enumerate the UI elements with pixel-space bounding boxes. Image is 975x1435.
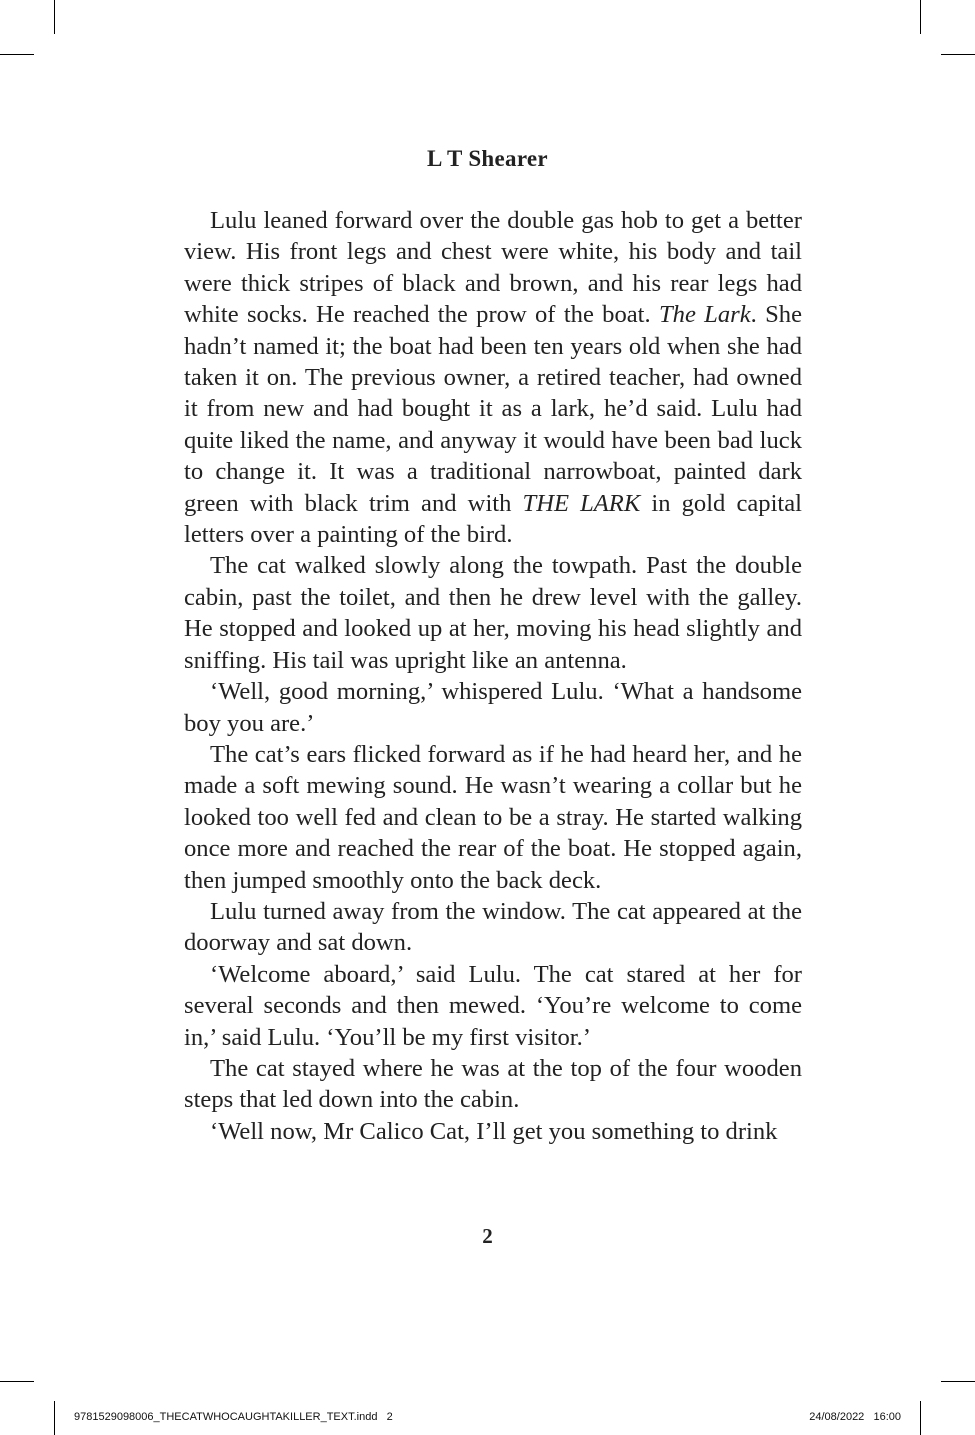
paragraph <box>184 676 802 739</box>
crop-mark-top-right-horizontal <box>941 54 975 55</box>
running-head: L T Shearer <box>427 146 548 171</box>
crop-mark-bottom-right-horizontal <box>941 1381 975 1382</box>
paragraph <box>184 896 802 959</box>
paragraph <box>184 205 802 550</box>
crop-mark-top-right <box>920 0 921 34</box>
crop-mark-top-left <box>54 0 55 34</box>
page-number: 2 <box>482 1224 493 1248</box>
paragraph <box>184 1053 802 1116</box>
slug-timestamp: 24/08/2022 16:00 <box>809 1411 901 1423</box>
italic-text: THE LARK <box>522 489 641 517</box>
paragraph <box>184 1116 802 1147</box>
text-run: . She hadn’t named it; the boat had been ten years old when she had taken it on. The previous owner, a retired teacher, had owned it from new and had bought it as a lark, he’d said. Lulu had quite liked the name, and anyway it would have been bad luck to change it. It was a traditional narrowboat, painted dark green with black trim and with <box>184 301 803 517</box>
paragraph <box>184 959 802 1053</box>
text-run: ‘Welcome aboard,’ said Lulu. The cat stared at her for several seconds and then mewed. ‘You’re welcome to come in,’ said Lulu. ‘You’ll be my first visitor.’ <box>184 960 802 1051</box>
crop-mark-top-left-horizontal <box>0 54 34 55</box>
text-run: The cat’s ears flicked forward as if he had heard her, and he made a soft mewing sound. He wasn’t wearing a collar but he looked too well fed and clean to be a stray. He started walking once more and reached the rear of the boat. He stopped again, then jumped smoothly onto the back deck. <box>184 740 802 894</box>
text-run: The cat walked slowly along the towpath. Past the double cabin, past the toilet, and then he drew level with the galley. He stopped and looked up at her, moving his head slightly and sniffing. His tail was upright like an antenna. <box>184 552 802 674</box>
crop-mark-bottom-left <box>54 1401 55 1435</box>
text-run: The cat stayed where he was at the top of the four wooden steps that led down into the cabin. <box>184 1054 802 1114</box>
crop-mark-bottom-right <box>920 1401 921 1435</box>
text-run: ‘Well, good morning,’ whispered Lulu. ‘What a handsome boy you are.’ <box>184 678 802 737</box>
text-run: Lulu leaned forward over the double gas hob to get a better view. His front legs and chest were white, his body and tail were thick stripes of black and brown, and his rear legs had white socks. He reached the prow of the boat. <box>184 207 802 329</box>
paragraph <box>184 550 802 676</box>
body-text <box>184 205 802 1147</box>
text-run: ‘Well now, Mr Calico Cat, I’ll get you something to drink <box>210 1117 778 1145</box>
text-run: Lulu turned away from the window. The cat appeared at the doorway and sat down. <box>184 897 802 957</box>
italic-text: The Lark <box>658 301 751 329</box>
paragraph <box>184 739 802 896</box>
text-run: in gold capital letters over a painting of the bird. <box>184 489 802 549</box>
slug-file-name: 9781529098006_THECATWHOCAUGHTAKILLER_TEXT.indd 2 <box>74 1411 393 1423</box>
crop-mark-bottom-left-horizontal <box>0 1381 34 1382</box>
